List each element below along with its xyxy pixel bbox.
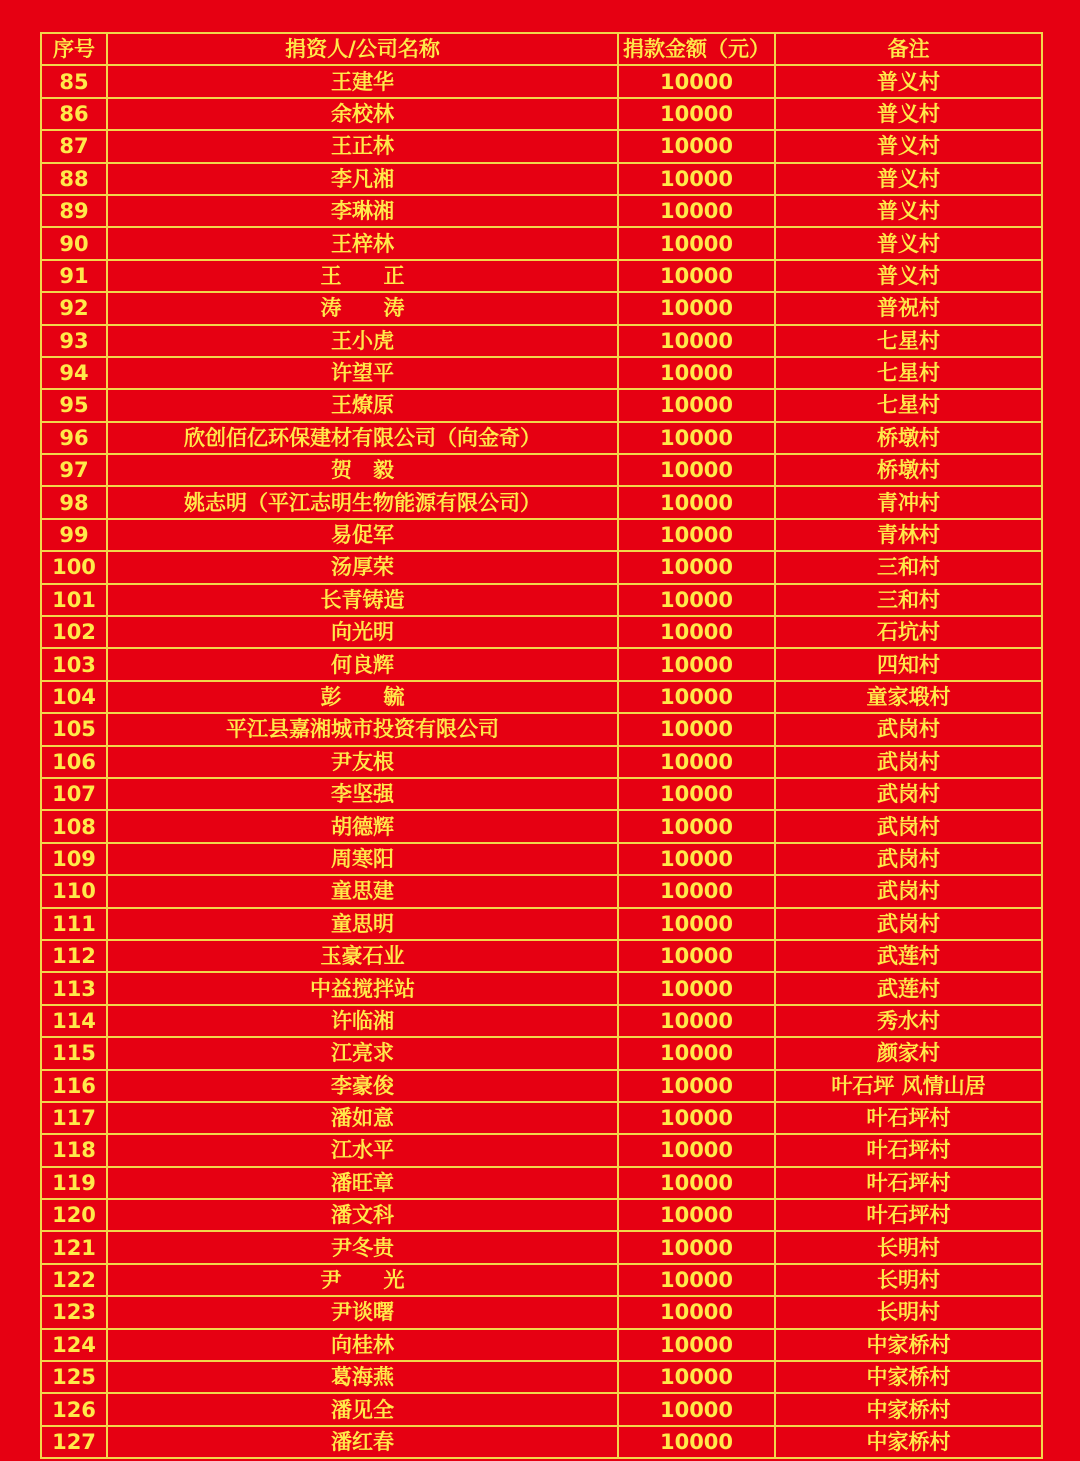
row-donor-name: 许临湘 bbox=[107, 1005, 618, 1037]
table-row bbox=[41, 810, 1042, 842]
row-remarks: 青冲村 bbox=[775, 486, 1042, 518]
row-remarks: 七星村 bbox=[775, 389, 1042, 421]
row-amount: 10000 bbox=[618, 648, 775, 680]
row-donor-name: 向桂林 bbox=[107, 1329, 618, 1361]
row-donor-name: 何良辉 bbox=[107, 648, 618, 680]
row-remarks: 三和村 bbox=[775, 551, 1042, 583]
header-serial-number: 序号 bbox=[41, 33, 107, 65]
row-amount: 10000 bbox=[618, 551, 775, 583]
row-amount: 10000 bbox=[618, 1199, 775, 1231]
row-remarks: 石坑村 bbox=[775, 616, 1042, 648]
row-amount: 10000 bbox=[618, 98, 775, 130]
row-donor-name: 王小虎 bbox=[107, 325, 618, 357]
row-serial-number: 125 bbox=[41, 1361, 107, 1393]
row-amount: 10000 bbox=[618, 908, 775, 940]
row-donor-name: 童思建 bbox=[107, 875, 618, 907]
row-remarks: 叶石坪村 bbox=[775, 1167, 1042, 1199]
row-amount: 10000 bbox=[618, 1167, 775, 1199]
row-remarks: 桥墩村 bbox=[775, 454, 1042, 486]
row-amount: 10000 bbox=[618, 65, 775, 97]
row-donor-name: 王建华 bbox=[107, 65, 618, 97]
row-donor-name: 长青铸造 bbox=[107, 584, 618, 616]
row-remarks: 中家桥村 bbox=[775, 1361, 1042, 1393]
table-row bbox=[41, 454, 1042, 486]
row-remarks: 武岗村 bbox=[775, 843, 1042, 875]
row-remarks: 中家桥村 bbox=[775, 1329, 1042, 1361]
row-serial-number: 113 bbox=[41, 972, 107, 1004]
row-remarks: 武莲村 bbox=[775, 940, 1042, 972]
row-remarks: 四知村 bbox=[775, 648, 1042, 680]
table-row bbox=[41, 746, 1042, 778]
table-row bbox=[41, 908, 1042, 940]
row-serial-number: 114 bbox=[41, 1005, 107, 1037]
row-amount: 10000 bbox=[618, 389, 775, 421]
row-donor-name: 向光明 bbox=[107, 616, 618, 648]
row-serial-number: 108 bbox=[41, 810, 107, 842]
row-amount: 10000 bbox=[618, 519, 775, 551]
row-remarks: 七星村 bbox=[775, 357, 1042, 389]
table-row bbox=[41, 389, 1042, 421]
row-amount: 10000 bbox=[618, 1231, 775, 1263]
row-amount: 10000 bbox=[618, 616, 775, 648]
row-serial-number: 112 bbox=[41, 940, 107, 972]
row-donor-name: 周寒阳 bbox=[107, 843, 618, 875]
row-donor-name: 李琳湘 bbox=[107, 195, 618, 227]
table-row bbox=[41, 1199, 1042, 1231]
row-remarks: 普义村 bbox=[775, 260, 1042, 292]
table-row bbox=[41, 1102, 1042, 1134]
row-donor-name: 胡德辉 bbox=[107, 810, 618, 842]
row-serial-number: 111 bbox=[41, 908, 107, 940]
table-row bbox=[41, 843, 1042, 875]
table-row bbox=[41, 292, 1042, 324]
row-remarks: 叶石坪村 bbox=[775, 1102, 1042, 1134]
row-remarks: 武莲村 bbox=[775, 972, 1042, 1004]
table-row bbox=[41, 163, 1042, 195]
row-amount: 10000 bbox=[618, 681, 775, 713]
row-serial-number: 103 bbox=[41, 648, 107, 680]
table-row bbox=[41, 422, 1042, 454]
row-amount: 10000 bbox=[618, 292, 775, 324]
row-remarks: 长明村 bbox=[775, 1264, 1042, 1296]
row-serial-number: 105 bbox=[41, 713, 107, 745]
table-row bbox=[41, 616, 1042, 648]
row-donor-name: 李凡湘 bbox=[107, 163, 618, 195]
table-row bbox=[41, 940, 1042, 972]
row-remarks: 叶石坪 风情山居 bbox=[775, 1070, 1042, 1102]
row-amount: 10000 bbox=[618, 1134, 775, 1166]
row-amount: 10000 bbox=[618, 1070, 775, 1102]
row-serial-number: 115 bbox=[41, 1037, 107, 1069]
table-row bbox=[41, 1134, 1042, 1166]
row-donor-name: 尹友根 bbox=[107, 746, 618, 778]
row-serial-number: 90 bbox=[41, 227, 107, 259]
row-donor-name: 彭 毓 bbox=[107, 681, 618, 713]
row-donor-name: 王正林 bbox=[107, 130, 618, 162]
row-amount: 10000 bbox=[618, 227, 775, 259]
row-serial-number: 102 bbox=[41, 616, 107, 648]
row-amount: 10000 bbox=[618, 1037, 775, 1069]
row-donor-name: 平江县嘉湘城市投资有限公司 bbox=[107, 713, 618, 745]
row-amount: 10000 bbox=[618, 1329, 775, 1361]
row-serial-number: 123 bbox=[41, 1296, 107, 1328]
row-remarks: 武岗村 bbox=[775, 810, 1042, 842]
row-amount: 10000 bbox=[618, 195, 775, 227]
row-amount: 10000 bbox=[618, 1296, 775, 1328]
table-row bbox=[41, 648, 1042, 680]
table-row bbox=[41, 551, 1042, 583]
row-amount: 10000 bbox=[618, 357, 775, 389]
row-remarks: 长明村 bbox=[775, 1231, 1042, 1263]
row-serial-number: 107 bbox=[41, 778, 107, 810]
row-serial-number: 106 bbox=[41, 746, 107, 778]
row-amount: 10000 bbox=[618, 713, 775, 745]
header-donor-name: 捐资人/公司名称 bbox=[107, 33, 618, 65]
row-remarks: 叶石坪村 bbox=[775, 1134, 1042, 1166]
row-amount: 10000 bbox=[618, 940, 775, 972]
row-amount: 10000 bbox=[618, 1426, 775, 1458]
row-serial-number: 98 bbox=[41, 486, 107, 518]
table-row bbox=[41, 98, 1042, 130]
row-serial-number: 95 bbox=[41, 389, 107, 421]
row-remarks: 中家桥村 bbox=[775, 1393, 1042, 1425]
row-donor-name: 潘红春 bbox=[107, 1426, 618, 1458]
row-serial-number: 104 bbox=[41, 681, 107, 713]
row-remarks: 武岗村 bbox=[775, 908, 1042, 940]
table-row bbox=[41, 227, 1042, 259]
row-donor-name: 葛海燕 bbox=[107, 1361, 618, 1393]
row-donor-name: 潘见全 bbox=[107, 1393, 618, 1425]
row-donor-name: 尹 光 bbox=[107, 1264, 618, 1296]
row-donor-name: 许望平 bbox=[107, 357, 618, 389]
table-row bbox=[41, 1426, 1042, 1458]
row-amount: 10000 bbox=[618, 1393, 775, 1425]
row-serial-number: 124 bbox=[41, 1329, 107, 1361]
table-row bbox=[41, 972, 1042, 1004]
table-row bbox=[41, 325, 1042, 357]
row-remarks: 武岗村 bbox=[775, 713, 1042, 745]
row-amount: 10000 bbox=[618, 746, 775, 778]
table-row bbox=[41, 130, 1042, 162]
row-amount: 10000 bbox=[618, 875, 775, 907]
row-remarks: 中家桥村 bbox=[775, 1426, 1042, 1458]
row-remarks: 普祝村 bbox=[775, 292, 1042, 324]
row-serial-number: 97 bbox=[41, 454, 107, 486]
row-donor-name: 汤厚荣 bbox=[107, 551, 618, 583]
table-row bbox=[41, 195, 1042, 227]
table-row bbox=[41, 713, 1042, 745]
row-amount: 10000 bbox=[618, 972, 775, 1004]
row-serial-number: 92 bbox=[41, 292, 107, 324]
row-amount: 10000 bbox=[618, 260, 775, 292]
row-amount: 10000 bbox=[618, 163, 775, 195]
row-donor-name: 贺 毅 bbox=[107, 454, 618, 486]
row-amount: 10000 bbox=[618, 1361, 775, 1393]
row-remarks: 桥墩村 bbox=[775, 422, 1042, 454]
row-serial-number: 120 bbox=[41, 1199, 107, 1231]
table-row bbox=[41, 1393, 1042, 1425]
row-donor-name: 李坚强 bbox=[107, 778, 618, 810]
row-donor-name: 童思明 bbox=[107, 908, 618, 940]
row-remarks: 叶石坪村 bbox=[775, 1199, 1042, 1231]
table-row bbox=[41, 681, 1042, 713]
row-remarks: 普义村 bbox=[775, 130, 1042, 162]
row-serial-number: 126 bbox=[41, 1393, 107, 1425]
row-donor-name: 潘文科 bbox=[107, 1199, 618, 1231]
row-donor-name: 李豪俊 bbox=[107, 1070, 618, 1102]
row-serial-number: 85 bbox=[41, 65, 107, 97]
row-remarks: 普义村 bbox=[775, 227, 1042, 259]
row-remarks: 童家塅村 bbox=[775, 681, 1042, 713]
table-row bbox=[41, 519, 1042, 551]
table-row bbox=[41, 1070, 1042, 1102]
donation-table bbox=[40, 32, 1043, 1459]
row-amount: 10000 bbox=[618, 486, 775, 518]
row-donor-name: 尹冬贵 bbox=[107, 1231, 618, 1263]
row-remarks: 武岗村 bbox=[775, 875, 1042, 907]
row-donor-name: 易促军 bbox=[107, 519, 618, 551]
row-serial-number: 86 bbox=[41, 98, 107, 130]
row-donor-name: 玉豪石业 bbox=[107, 940, 618, 972]
table-row bbox=[41, 584, 1042, 616]
row-serial-number: 94 bbox=[41, 357, 107, 389]
row-remarks: 普义村 bbox=[775, 65, 1042, 97]
row-remarks: 长明村 bbox=[775, 1296, 1042, 1328]
row-amount: 10000 bbox=[618, 130, 775, 162]
row-donor-name: 王梓林 bbox=[107, 227, 618, 259]
table-row bbox=[41, 1361, 1042, 1393]
row-donor-name: 尹谈曙 bbox=[107, 1296, 618, 1328]
row-donor-name: 江亮求 bbox=[107, 1037, 618, 1069]
row-serial-number: 118 bbox=[41, 1134, 107, 1166]
row-amount: 10000 bbox=[618, 584, 775, 616]
table-header-row bbox=[41, 33, 1042, 65]
table-row bbox=[41, 875, 1042, 907]
table-row bbox=[41, 1167, 1042, 1199]
row-serial-number: 127 bbox=[41, 1426, 107, 1458]
header-amount: 捐款金额（元） bbox=[618, 33, 775, 65]
row-serial-number: 121 bbox=[41, 1231, 107, 1263]
row-remarks: 普义村 bbox=[775, 163, 1042, 195]
row-donor-name: 余校林 bbox=[107, 98, 618, 130]
row-amount: 10000 bbox=[618, 1102, 775, 1134]
row-donor-name: 欣创佰亿环保建材有限公司（向金奇） bbox=[107, 422, 618, 454]
row-remarks: 颜家村 bbox=[775, 1037, 1042, 1069]
row-remarks: 武岗村 bbox=[775, 778, 1042, 810]
table-row bbox=[41, 1329, 1042, 1361]
row-serial-number: 117 bbox=[41, 1102, 107, 1134]
row-donor-name: 涛 涛 bbox=[107, 292, 618, 324]
row-serial-number: 116 bbox=[41, 1070, 107, 1102]
row-remarks: 青林村 bbox=[775, 519, 1042, 551]
row-serial-number: 99 bbox=[41, 519, 107, 551]
table-row bbox=[41, 1037, 1042, 1069]
table-row bbox=[41, 778, 1042, 810]
table-row bbox=[41, 1005, 1042, 1037]
table-row bbox=[41, 357, 1042, 389]
row-donor-name: 姚志明（平江志明生物能源有限公司） bbox=[107, 486, 618, 518]
table-row bbox=[41, 65, 1042, 97]
row-remarks: 七星村 bbox=[775, 325, 1042, 357]
row-amount: 10000 bbox=[618, 325, 775, 357]
row-serial-number: 110 bbox=[41, 875, 107, 907]
row-donor-name: 潘如意 bbox=[107, 1102, 618, 1134]
row-donor-name: 王燎原 bbox=[107, 389, 618, 421]
row-serial-number: 89 bbox=[41, 195, 107, 227]
row-remarks: 三和村 bbox=[775, 584, 1042, 616]
row-donor-name: 潘旺章 bbox=[107, 1167, 618, 1199]
row-donor-name: 王 正 bbox=[107, 260, 618, 292]
row-amount: 10000 bbox=[618, 422, 775, 454]
row-remarks: 秀水村 bbox=[775, 1005, 1042, 1037]
row-amount: 10000 bbox=[618, 810, 775, 842]
header-remarks: 备注 bbox=[775, 33, 1042, 65]
row-serial-number: 93 bbox=[41, 325, 107, 357]
row-serial-number: 101 bbox=[41, 584, 107, 616]
row-serial-number: 122 bbox=[41, 1264, 107, 1296]
table-row bbox=[41, 1264, 1042, 1296]
row-serial-number: 100 bbox=[41, 551, 107, 583]
row-donor-name: 江水平 bbox=[107, 1134, 618, 1166]
row-amount: 10000 bbox=[618, 778, 775, 810]
row-serial-number: 119 bbox=[41, 1167, 107, 1199]
row-amount: 10000 bbox=[618, 454, 775, 486]
row-remarks: 武岗村 bbox=[775, 746, 1042, 778]
row-serial-number: 96 bbox=[41, 422, 107, 454]
row-serial-number: 87 bbox=[41, 130, 107, 162]
row-amount: 10000 bbox=[618, 1264, 775, 1296]
row-remarks: 普义村 bbox=[775, 195, 1042, 227]
table-body bbox=[41, 65, 1042, 1458]
table-row bbox=[41, 1296, 1042, 1328]
row-amount: 10000 bbox=[618, 843, 775, 875]
row-serial-number: 88 bbox=[41, 163, 107, 195]
row-donor-name: 中益搅拌站 bbox=[107, 972, 618, 1004]
table-row bbox=[41, 260, 1042, 292]
row-amount: 10000 bbox=[618, 1005, 775, 1037]
row-serial-number: 109 bbox=[41, 843, 107, 875]
row-serial-number: 91 bbox=[41, 260, 107, 292]
row-remarks: 普义村 bbox=[775, 98, 1042, 130]
table-row bbox=[41, 486, 1042, 518]
table-row bbox=[41, 1231, 1042, 1263]
